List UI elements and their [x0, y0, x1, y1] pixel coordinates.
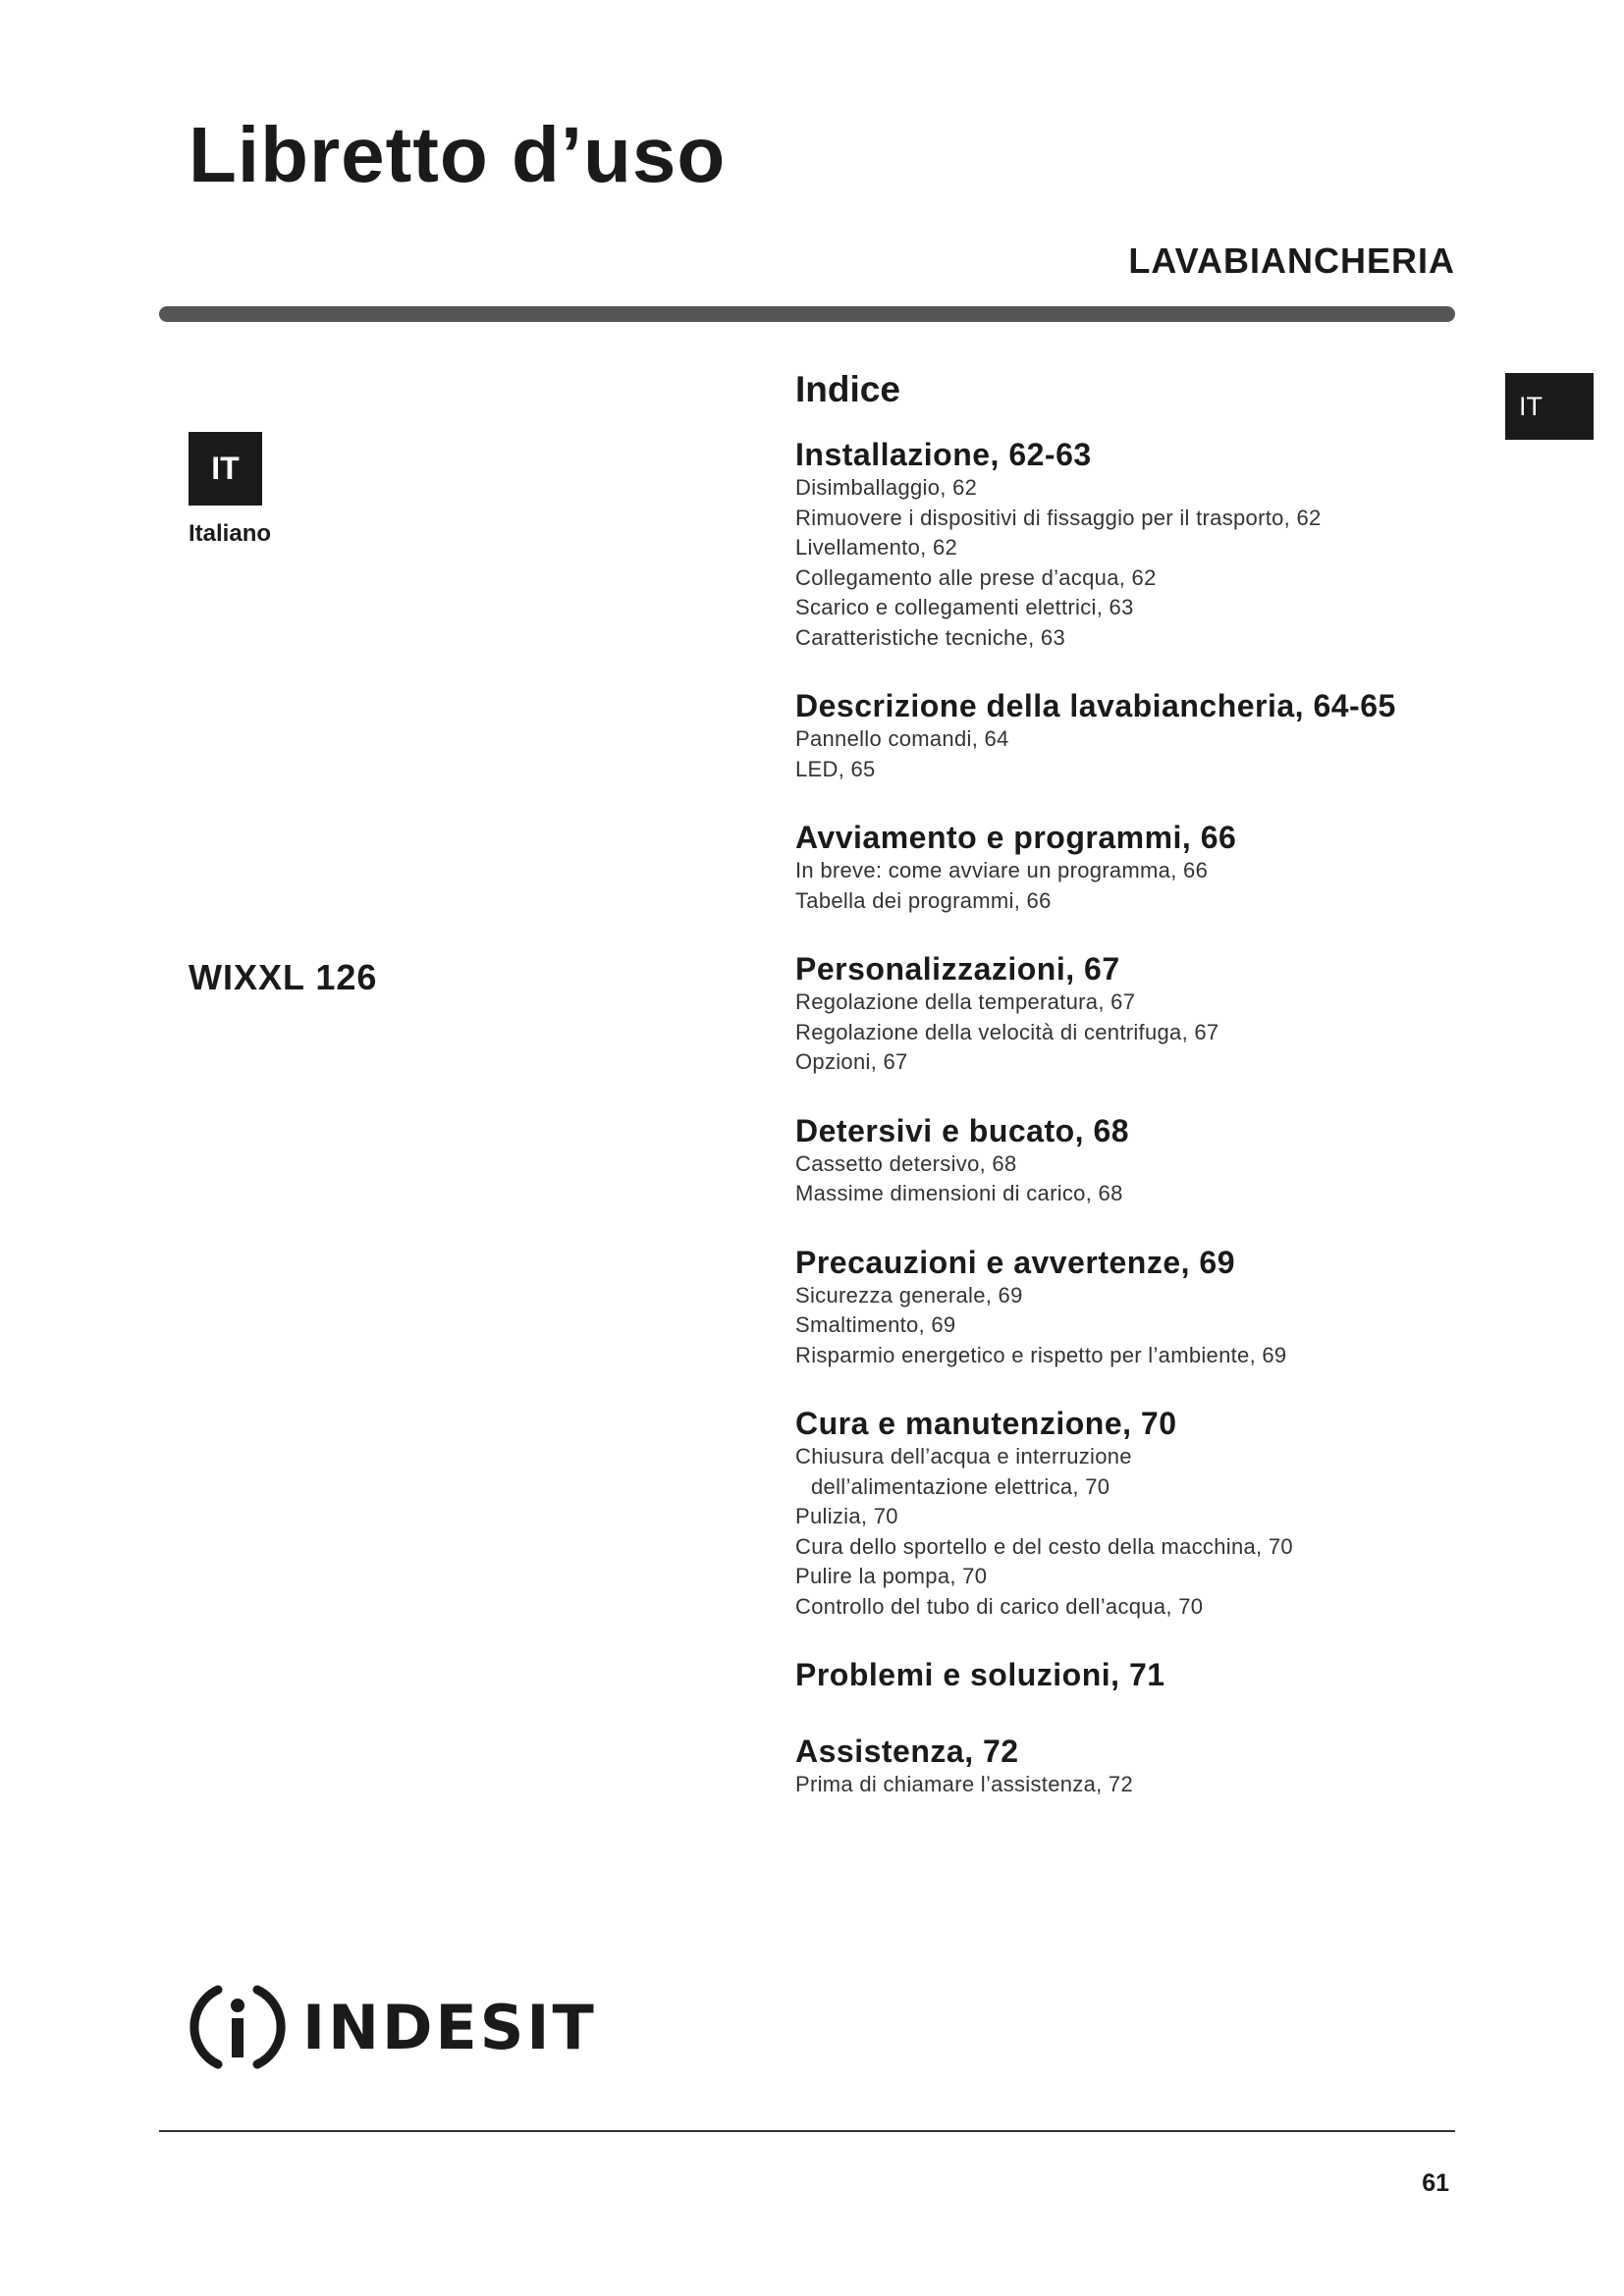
toc-item: Livellamento, 62 [795, 535, 958, 560]
toc-item: In breve: come avviare un programma, 66 [795, 858, 1209, 882]
toc-section-title: Descrizione della lavabiancheria, 64-65 [795, 688, 1396, 723]
toc-section-descrizione [795, 687, 1483, 784]
table-of-contents [795, 436, 1483, 1800]
toc-item: Opzioni, 67 [795, 1049, 908, 1074]
brand-logo [189, 1978, 597, 2076]
toc-section-installazione [795, 436, 1483, 653]
toc-item: Cassetto detersivo, 68 [795, 1150, 1017, 1176]
toc-item: Collegamento alle prese d’acqua, 62 [795, 564, 1157, 590]
toc-item: Regolazione della temperatura, 67 [795, 989, 1136, 1014]
toc-item: Regolazione della velocità di centrifuga, 67 [795, 1019, 1219, 1044]
toc-section-title: Precauzioni e avvertenze, 69 [795, 1244, 1235, 1280]
index-heading: Indice [795, 369, 900, 409]
toc-section-assistenza [795, 1733, 1483, 1800]
toc-item: Smaltimento, 69 [795, 1312, 956, 1337]
toc-item: Chiusura dell’acqua e interruzione [795, 1444, 1132, 1468]
toc-section-title: Detersivi e bucato, 68 [795, 1112, 1130, 1148]
toc-item: Controllo del tubo di carico dell’acqua, 70 [795, 1593, 1204, 1619]
page-title: Libretto d’uso [189, 111, 727, 198]
toc-section-problemi [795, 1656, 1483, 1693]
toc-section-title: Assistenza, 72 [795, 1734, 1019, 1769]
footer-divider [159, 2130, 1455, 2132]
toc-section-personalizzazioni [795, 950, 1483, 1078]
indesit-i-circle-icon [189, 1978, 287, 2076]
model-number: WIXXL 126 [189, 957, 378, 997]
header-divider-bar [159, 306, 1455, 322]
brand-logo-text: INDESIT [302, 1991, 597, 2063]
toc-item: Tabella dei programmi, 66 [795, 887, 1052, 913]
toc-section-title: Cura e manutenzione, 70 [795, 1406, 1177, 1441]
toc-section-detersivi [795, 1112, 1483, 1209]
toc-section-title: Personalizzazioni, 67 [795, 951, 1120, 987]
toc-section-cura [795, 1405, 1483, 1622]
language-badge: IT [189, 432, 262, 506]
toc-item: Disimballaggio, 62 [795, 475, 978, 500]
toc-item: Prima di chiamare l’assistenza, 72 [795, 1772, 1134, 1796]
page-number: 61 [1422, 2169, 1449, 2197]
toc-item: Pulizia, 70 [795, 1504, 898, 1528]
toc-section-precauzioni [795, 1244, 1483, 1371]
toc-item: Sicurezza generale, 69 [795, 1282, 1023, 1308]
toc-section-avviamento [795, 819, 1483, 916]
toc-item: Pulire la pompa, 70 [795, 1564, 988, 1588]
product-category: LAVABIANCHERIA [1128, 240, 1455, 281]
toc-item: LED, 65 [795, 756, 876, 781]
toc-item: Rimuovere i dispositivi di fissaggio per il trasporto, 62 [795, 505, 1322, 530]
toc-item: Scarico e collegamenti elettrici, 63 [795, 595, 1134, 619]
toc-item: Massime dimensioni di carico, 68 [795, 1181, 1123, 1205]
language-name: Italiano [189, 520, 272, 547]
toc-item: Pannello comandi, 64 [795, 726, 1009, 751]
toc-section-title: Avviamento e programmi, 66 [795, 820, 1237, 855]
toc-item: dell’alimentazione elettrica, 70 [811, 1473, 1110, 1499]
toc-section-title: Problemi e soluzioni, 71 [795, 1657, 1165, 1692]
toc-item: Risparmio energetico e rispetto per l’ambiente, 69 [795, 1342, 1287, 1367]
language-side-tab: IT [1505, 373, 1594, 440]
toc-section-title: Installazione, 62-63 [795, 437, 1092, 472]
toc-item: Caratteristiche tecniche, 63 [795, 624, 1065, 650]
toc-item: Cura dello sportello e del cesto della macchina, 70 [795, 1533, 1293, 1559]
